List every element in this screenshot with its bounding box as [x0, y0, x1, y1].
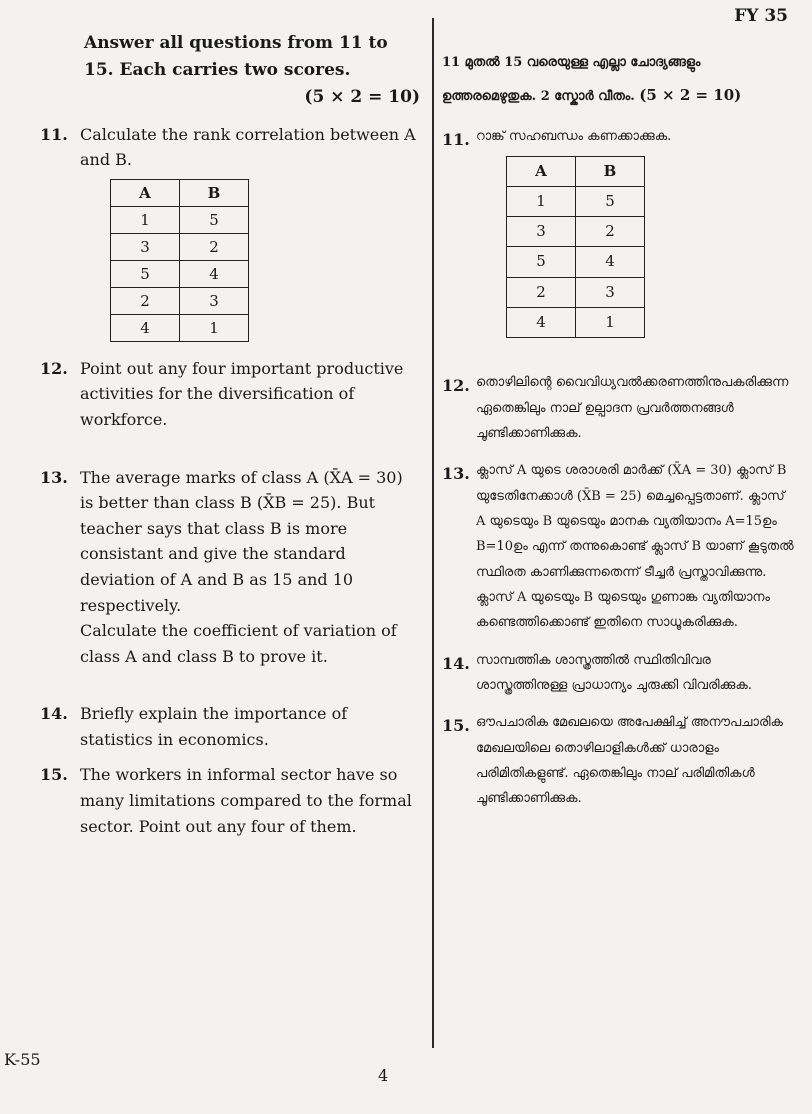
table-row — [507, 186, 645, 216]
table-row — [111, 287, 249, 314]
malayalam-column — [442, 48, 794, 812]
table-cell: 2 — [507, 277, 576, 307]
question-text: ക്ലാസ് A യുടെ ശരാശരി മാർക്ക് (X̄A = 30) ക്ലാസ് B യുടേതിനേക്കാൾ (X̄B = 25) മെച്ചപ്പെട്ടതാണ്. ക്ലാസ് A യുടെയും B യുടെയും മാനക വ്യതിയാനം A=15ഉം B=10ഉം എന്ന് തന്നുകൊണ്ട് ക്ലാസ് B യാണ് കൂടുതൽ സ്ഥിരത കാണിക്കുന്നതെന്ന് ടീച്ചർ പ്രസ്താവിക്കുന്നു. — [476, 463, 794, 580]
page-number: 4 — [378, 1066, 389, 1085]
question-number: 13. — [40, 467, 68, 487]
question-number: 11. — [40, 124, 68, 144]
rank-table — [110, 179, 249, 342]
table-cell: 5 — [111, 260, 180, 287]
table-cell: 4 — [576, 247, 645, 277]
question-12-ml — [442, 370, 794, 446]
table-cell: 5 — [507, 247, 576, 277]
table-row — [111, 314, 249, 341]
table-cell: 5 — [180, 206, 249, 233]
question-text: The average marks of class A (X̄A = 30) is better than class B (X̄B = 25). But teacher says that class B is more consistant and give the standard deviation of A and B as 15 and 10 respectively. — [80, 467, 403, 615]
table-cell: 1 — [576, 307, 645, 337]
column-header-a: A — [507, 156, 576, 186]
paper-code: FY 35 — [734, 6, 788, 26]
table-row — [507, 247, 645, 277]
question-text: Calculate the rank correlation between A and B. — [80, 124, 416, 170]
question-number: 15. — [40, 765, 68, 785]
question-number: 14. — [40, 704, 68, 724]
question-13-ml — [442, 458, 794, 635]
table-header-row — [507, 156, 645, 186]
table-cell: 3 — [180, 287, 249, 314]
table-row — [111, 233, 249, 260]
table-cell: 5 — [576, 186, 645, 216]
table-cell: 3 — [576, 277, 645, 307]
table-row — [111, 260, 249, 287]
table-cell: 3 — [111, 233, 180, 260]
question-text: Point out any four important productive activities for the diversification of workforce. — [80, 358, 404, 429]
column-header-b: B — [576, 156, 645, 186]
question-text: റാങ്ക് സഹബന്ധം കണക്കാക്കുക. — [476, 129, 672, 145]
question-subtext: ക്ലാസ് A യുടെയും B യുടെയും ഗുണാങ്ക വ്യതിയാനം കണ്ടെത്തിക്കൊണ്ട് ഇതിനെ സാധൂകരിക്കുക. — [476, 589, 770, 631]
question-text: ഔപചാരിക മേഖലയെ അപേക്ഷിച്ച് അനൗപചാരിക മേഖലയിലെ തൊഴിലാളികൾക്ക് ധാരാളം പരിമിതികളുണ്ട്. ഏതെങ്കിലും നാല് പരിമിതികൾ ചൂണ്ടിക്കാണിക്കുക. — [476, 715, 783, 807]
instruction-score-ml: (5 × 2 = 10) — [639, 85, 742, 104]
question-number: 15. — [442, 716, 470, 736]
table-row — [507, 307, 645, 337]
table-row — [507, 277, 645, 307]
instruction-ml — [442, 48, 794, 112]
instruction-text-ml: 11 മുതൽ 15 വരെയുള്ള എല്ലാ ചോദ്യങ്ങളും ഉത്തരമെഴുതുക. 2 സ്കോർ വീതം. — [442, 55, 701, 104]
instruction-text: Answer all questions from 11 to 15. Each carries two scores. — [84, 33, 388, 81]
column-header-b: B — [180, 179, 249, 206]
question-number: 12. — [442, 376, 470, 396]
question-number: 11. — [442, 130, 470, 150]
column-divider — [432, 18, 434, 1048]
question-11 — [40, 122, 420, 346]
table-row — [111, 206, 249, 233]
question-number: 12. — [40, 358, 68, 378]
table-cell: 2 — [576, 217, 645, 247]
question-13 — [40, 465, 420, 670]
table-cell: 1 — [507, 186, 576, 216]
question-12 — [40, 356, 420, 433]
table-cell: 4 — [507, 307, 576, 337]
table-cell: 1 — [180, 314, 249, 341]
instruction — [84, 30, 420, 112]
table-cell: 4 — [111, 314, 180, 341]
question-11-ml — [442, 124, 794, 342]
question-text: The workers in informal sector have so many limitations compared to the formal sector. Point out any four of them. — [80, 765, 412, 836]
table-cell: 2 — [111, 287, 180, 314]
question-14 — [40, 701, 420, 752]
question-subtext: Calculate the coefficient of variation of class A and class B to prove it. — [80, 621, 397, 666]
english-column — [40, 30, 420, 839]
question-number: 13. — [442, 464, 470, 484]
table-header-row — [111, 179, 249, 206]
rank-table-ml — [506, 156, 645, 339]
table-cell: 3 — [507, 217, 576, 247]
question-14-ml — [442, 648, 794, 699]
instruction-score: (5 × 2 = 10) — [304, 87, 420, 108]
table-cell: 2 — [180, 233, 249, 260]
question-text: Briefly explain the importance of statistics in economics. — [80, 704, 348, 749]
table-cell: 4 — [180, 260, 249, 287]
question-15 — [40, 762, 420, 839]
table-cell: 1 — [111, 206, 180, 233]
question-number: 14. — [442, 653, 470, 673]
question-text: തൊഴിലിന്റെ വൈവിധ്യവൽക്കരണത്തിനുപകരിക്കുന്ന ഏതെങ്കിലും നാല് ഉല്പാദന പ്രവർത്തനങ്ങൾ ചൂണ്ടിക്കാണിക്കുക. — [476, 375, 789, 441]
footer-code: K-55 — [4, 1050, 41, 1069]
question-15-ml — [442, 710, 794, 811]
question-text: സാമ്പത്തിക ശാസ്ത്രത്തിൽ സ്ഥിതിവിവര ശാസ്ത്രത്തിനുള്ള പ്രാധാന്യം ചുരുക്കി വിവരിക്കുക. — [476, 652, 752, 694]
table-row — [507, 217, 645, 247]
column-header-a: A — [111, 179, 180, 206]
